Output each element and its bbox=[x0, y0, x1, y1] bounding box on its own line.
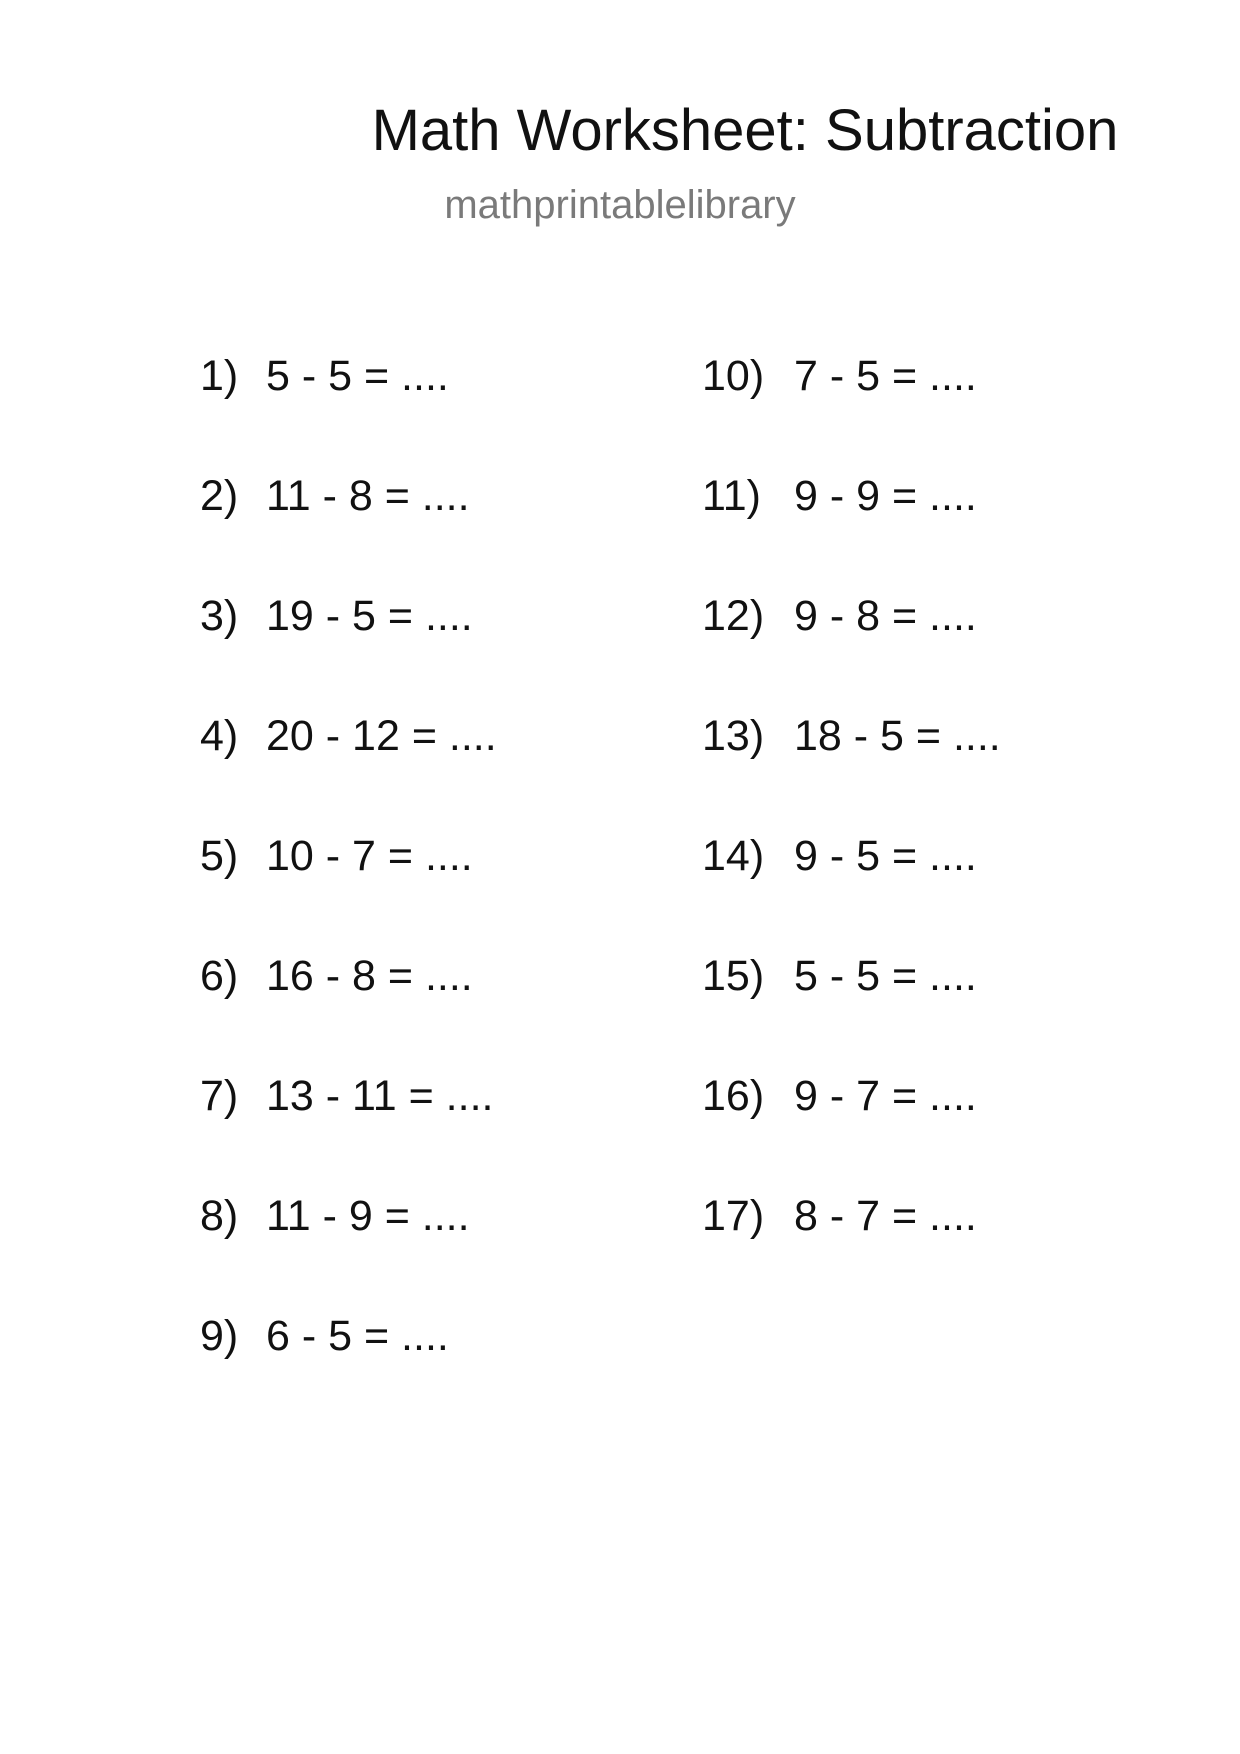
problem-3 bbox=[200, 591, 473, 641]
problem-15 bbox=[702, 951, 977, 1001]
problem-5 bbox=[200, 831, 473, 881]
problem-2 bbox=[200, 471, 470, 521]
problem-expression: 11 - 8 = .... bbox=[266, 472, 470, 520]
problem-expression: 18 - 5 = .... bbox=[794, 712, 1001, 760]
problem-number: 9) bbox=[200, 1312, 239, 1360]
problem-12 bbox=[702, 591, 977, 641]
problem-expression: 5 - 5 = .... bbox=[794, 952, 977, 1000]
problem-expression: 19 - 5 = .... bbox=[266, 592, 473, 640]
problem-16 bbox=[702, 1071, 977, 1121]
problem-1 bbox=[200, 351, 449, 401]
problem-number: 12) bbox=[702, 592, 765, 640]
problem-number: 5) bbox=[200, 832, 239, 880]
problem-14 bbox=[702, 831, 977, 881]
problem-number: 7) bbox=[200, 1072, 239, 1120]
problem-6 bbox=[200, 951, 473, 1001]
problem-9 bbox=[200, 1311, 449, 1361]
problem-expression: 9 - 9 = .... bbox=[794, 472, 977, 520]
problem-expression: 13 - 11 = .... bbox=[266, 1072, 494, 1120]
problem-11 bbox=[702, 471, 977, 521]
problem-number: 4) bbox=[200, 712, 239, 760]
problem-number: 8) bbox=[200, 1192, 239, 1240]
problem-number: 6) bbox=[200, 952, 239, 1000]
problem-13 bbox=[702, 711, 1001, 761]
problem-4 bbox=[200, 711, 497, 761]
problem-expression: 10 - 7 = .... bbox=[266, 832, 473, 880]
problem-expression: 7 - 5 = .... bbox=[794, 352, 977, 400]
problem-expression: 9 - 8 = .... bbox=[794, 592, 977, 640]
problem-expression: 9 - 7 = .... bbox=[794, 1072, 977, 1120]
problem-8 bbox=[200, 1191, 470, 1241]
problem-number: 3) bbox=[200, 592, 239, 640]
problem-number: 2) bbox=[200, 472, 239, 520]
problem-10 bbox=[702, 351, 977, 401]
problem-expression: 9 - 5 = .... bbox=[794, 832, 977, 880]
page-subtitle: mathprintablelibrary bbox=[444, 183, 796, 227]
problem-number: 15) bbox=[702, 952, 765, 1000]
problem-number: 1) bbox=[200, 352, 239, 400]
problem-number: 17) bbox=[702, 1192, 765, 1240]
problem-expression: 6 - 5 = .... bbox=[266, 1312, 449, 1360]
problem-expression: 5 - 5 = .... bbox=[266, 352, 449, 400]
problem-number: 13) bbox=[702, 712, 765, 760]
problem-17 bbox=[702, 1191, 977, 1241]
problem-expression: 8 - 7 = .... bbox=[794, 1192, 977, 1240]
problem-7 bbox=[200, 1071, 493, 1121]
problem-number: 14) bbox=[702, 832, 765, 880]
problem-number: 11) bbox=[702, 472, 761, 520]
problem-expression: 20 - 12 = .... bbox=[266, 712, 497, 760]
problem-expression: 11 - 9 = .... bbox=[266, 1192, 470, 1240]
problem-expression: 16 - 8 = .... bbox=[266, 952, 473, 1000]
problem-number: 10) bbox=[702, 352, 765, 400]
problem-number: 16) bbox=[702, 1072, 765, 1120]
page-title: Math Worksheet: Subtraction bbox=[371, 98, 1119, 163]
